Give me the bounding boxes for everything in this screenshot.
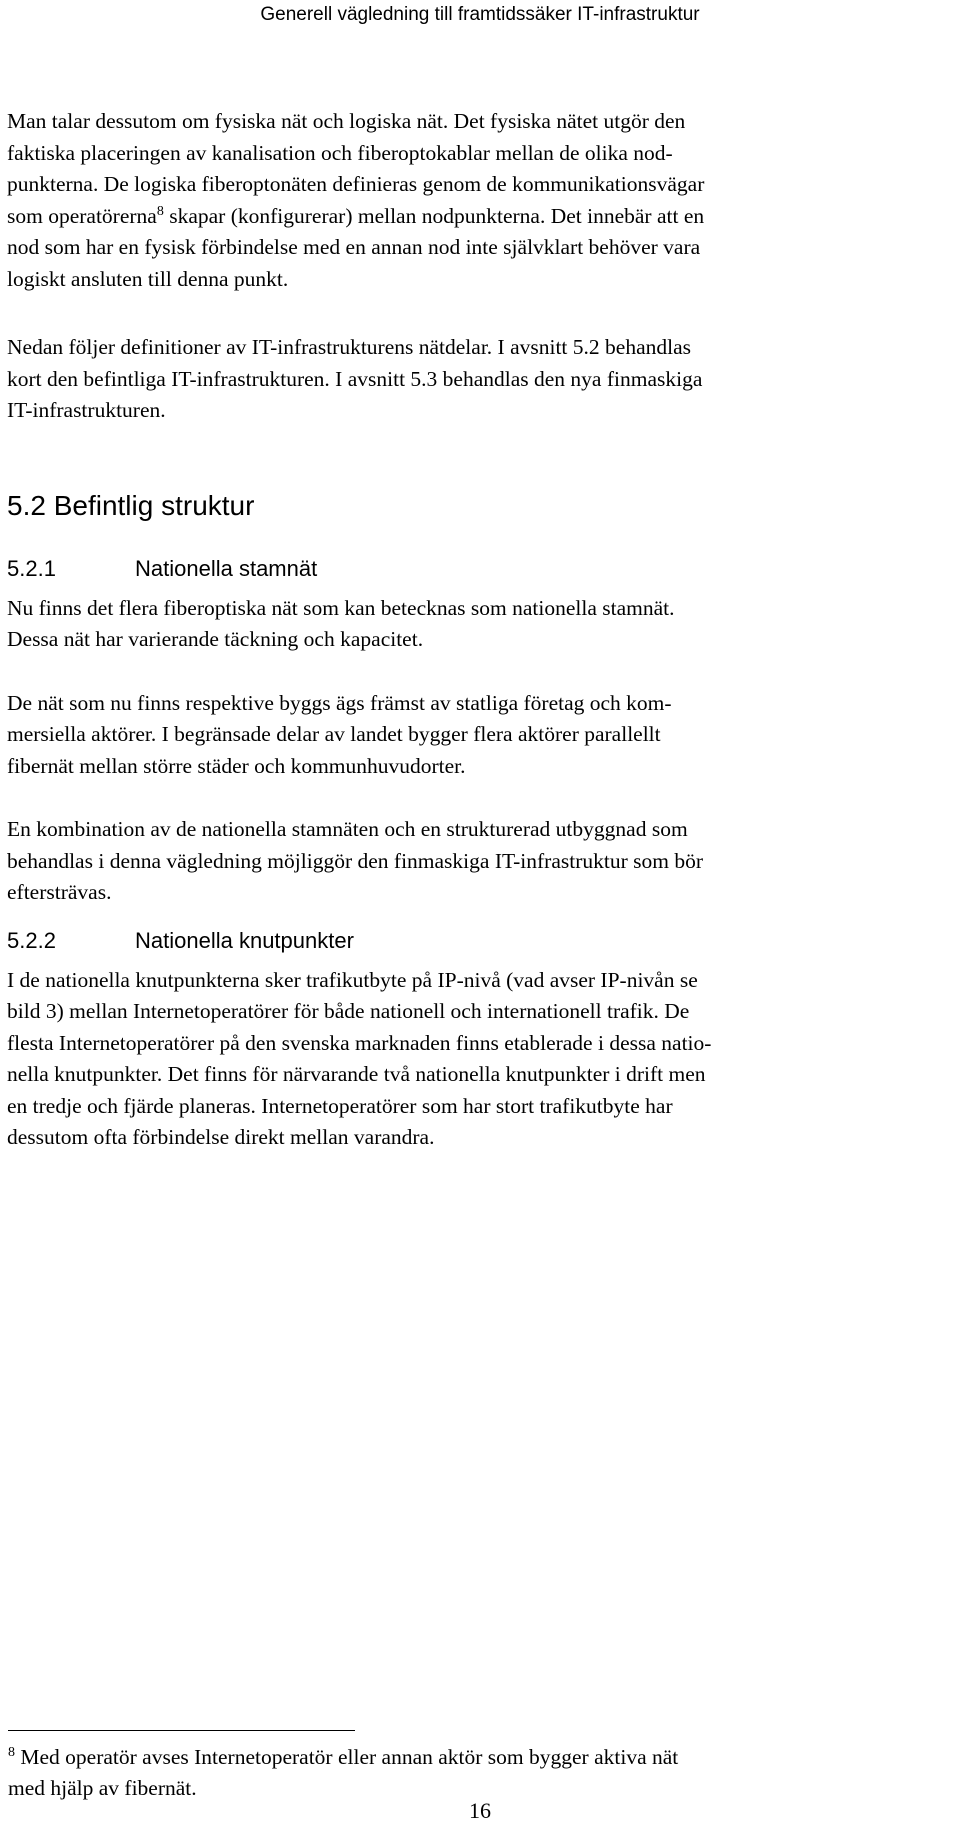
footnote-separator: [8, 1730, 355, 1731]
paragraph: Nu finns det flera fiberoptiska nät som kan betecknas som nationella stamnät. Dessa nät har varierande täckning och kapacitet.: [7, 595, 675, 651]
footnote-marker: 8: [8, 1744, 15, 1760]
paragraph: De nät som nu finns respektive byggs ägs främst av statliga företag och kom- mersiella aktörer. I begränsade delar av landet bygger flera aktörer parallellt fibernät mellan större städer och kommunhuvudorter.: [7, 690, 672, 778]
page-body: [7, 106, 937, 1154]
subsection-number: 5.2.2: [7, 927, 56, 953]
subsection-heading: [7, 925, 937, 956]
footnote: [8, 1742, 928, 1804]
section-heading: 5.2 Befintlig struktur: [7, 489, 255, 521]
paragraph-text: Man talar dessutom om fysiska nät och logiska nät. Det fysiska nätet utgör den faktiska placeringen av kanalisation och fiberoptokablar mellan de olika nod- punkterna. De logiska fiberoptonäten definieras genom de kommunikationsvägar som operatörerna: [7, 109, 705, 228]
subsection-title: Nationella knutpunkter: [135, 927, 354, 953]
subsection-number: 5.2.1: [7, 555, 56, 581]
paragraph-physical-logical-networks: [7, 106, 937, 295]
footnote-reference[interactable]: 8: [156, 203, 164, 219]
subsection-heading: [7, 553, 937, 584]
running-header: Generell vägledning till framtidssäker IT-infrastruktur: [260, 4, 700, 25]
subsection-title: Nationella stamnät: [135, 555, 318, 581]
paragraph-definitions-intro: Nedan följer definitioner av IT-infrastrukturens nätdelar. I avsnitt 5.2 behandlas kort den befintliga IT-infrastrukturen. I avsnitt 5.3 behandlas den nya finmaskiga IT-infrastrukturen.: [7, 335, 703, 422]
footnote-text: Med operatör avses Internetoperatör eller annan aktör som bygger aktiva nät med hjälp av fibernät.: [8, 1745, 679, 1800]
paragraph: I de nationella knutpunkterna sker trafikutbyte på IP-nivå (vad avser IP-nivån se bild 3) mellan Internetoperatörer för både nationell och internationell trafik. De flesta Internetoperatörer på den svenska marknaden finns etablerade i dessa natio- nella knutpunkter. Det finns för närvarande två nationella knutpunkter i drift men en tredje och fjärde planeras. Internetoperatörer som har stort trafikutbyte har dessutom ofta förbindelse direkt mellan varandra.: [7, 967, 712, 1149]
paragraph: En kombination av de nationella stamnäten och en strukturerad utbyggnad som behandlas i denna vägledning möjliggör den finmaskiga IT-infrastruktur som bör eftersträvas.: [7, 817, 704, 904]
page-number: 16: [469, 1798, 491, 1823]
paragraph-text: skapar (konfigurerar) mellan nodpunkterna. Det innebär att en nod som har en fysisk förbindelse med en annan nod inte självklart behöver vara logiskt ansluten till denna punkt.: [7, 203, 705, 291]
